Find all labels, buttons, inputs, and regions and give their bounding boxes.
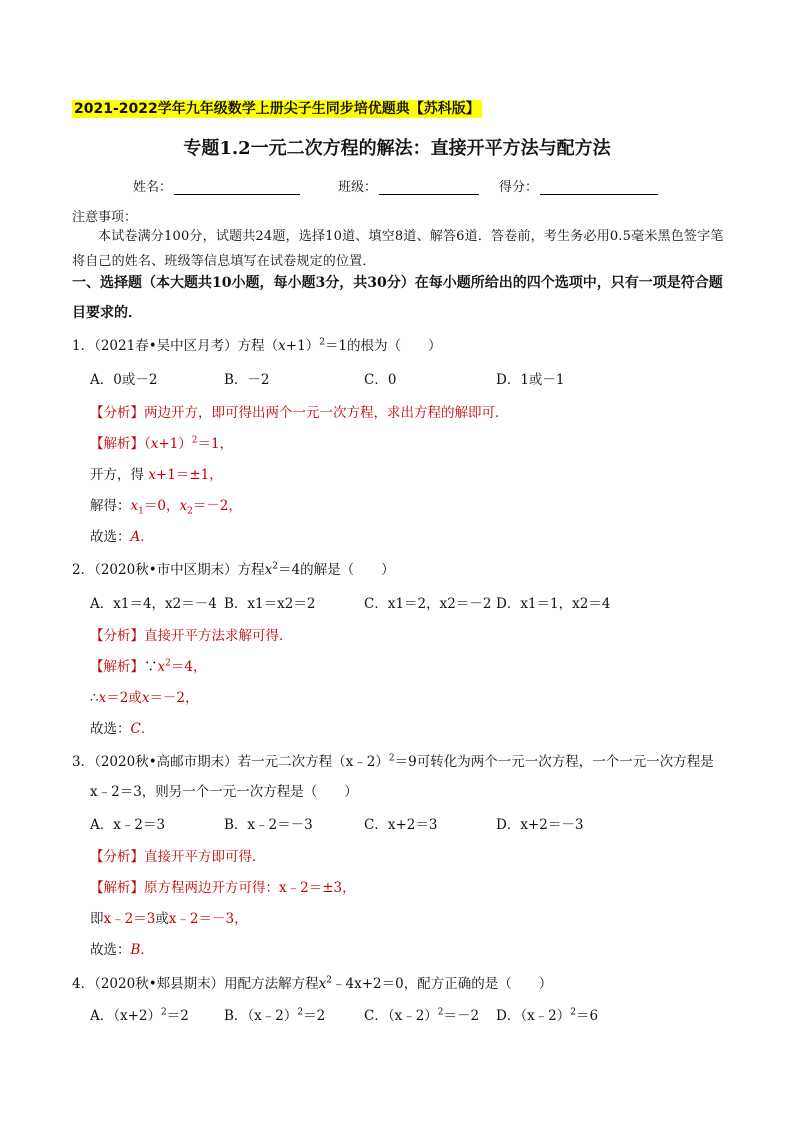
question-4-option-c[interactable]: C．（x﹣2）$^2$＝－2 [364,1007,480,1024]
question-2-step-2: ∴x＝2或x＝－2， [90,690,199,706]
question-1-step-2: 开方，得 x+1＝±1， [90,467,223,483]
class-field[interactable]: 班级： [338,176,479,195]
class-blank[interactable] [379,180,479,195]
question-3-option-c[interactable]: C．x+2＝3 [364,817,438,833]
question-1-solution: 【解析】$(x+1)^2=1$， [90,435,234,452]
question-3-option-d[interactable]: D．x+2＝－3 [496,817,584,833]
question-2-stem: 2．（2020秋•市中区期末）方程$x^2=4$的解是（ ） [72,561,395,578]
score-field[interactable]: 得分： [499,176,658,195]
question-2-answer: 故选：C． [90,721,155,737]
question-3-step-2: 即x﹣2＝3或x﹣2＝－3， [90,911,248,927]
question-3-stem: 3．（2020秋•高邮市期末）若一元二次方程（x﹣2）$^2$＝9可转化为两个一元一次方程，一个一元一次方程是 [72,753,714,770]
question-1-answer: 故选：A． [90,529,154,545]
page-title: 专题1.2一元二次方程的解法：直接开平方法与配方法 [183,138,611,159]
question-4-option-a[interactable]: A．$(x+2)^2=2$ [90,1007,189,1024]
section-title: 一、选择题（本大题共10小题，每小题3分，共30分）在每小题所给出的四个选项中，只有一项是符合题目要求的． [72,275,723,321]
question-3-option-a[interactable]: A．x﹣2＝3 [90,817,166,833]
question-2-option-a[interactable]: A．x1＝4，x2＝－4 [90,596,217,612]
score-blank[interactable] [540,180,658,195]
question-3-option-b[interactable]: B．x﹣2＝－3 [224,817,313,833]
name-blank[interactable] [174,180,300,195]
question-3-analysis: 【分析】直接开平方即可得． [90,849,266,865]
student-info-row [133,176,693,196]
name-field[interactable]: 姓名： [133,176,300,195]
notice-heading: 注意事项： [72,210,138,225]
question-4-option-b[interactable]: B．（x﹣2）$^2$＝2 [224,1007,326,1024]
question-4-option-d[interactable]: D．（x﹣2）$^2$＝6 [496,1007,599,1024]
question-3-answer: 故选：B． [90,942,154,958]
question-3-stem-line-2: x﹣2＝3，则另一个一元一次方程是（ ） [90,784,358,800]
question-1-option-a[interactable]: A．0或－2 [90,372,158,388]
series-banner: 2021-2022学年九年级数学上册尖子生同步培优题典【苏科版】 [74,101,480,117]
question-2-option-b[interactable]: B．x1＝x2＝2 [224,596,316,612]
question-2-option-d[interactable]: D．x1＝1，x2＝4 [496,596,611,612]
question-3-solution: 【解析】原方程两边开方可得：x﹣2＝±3， [90,880,356,896]
question-2-solution: 【解析】$\because x^2=4$， [90,658,207,675]
question-1-analysis: 【分析】两边开方，即可得出两个一元一次方程，求出方程的解即可． [90,405,509,421]
question-1-option-d[interactable]: D．1或－1 [496,372,565,388]
question-2-option-c[interactable]: C．x1＝2，x2＝－2 [364,596,492,612]
question-1-stem: 1．（2021春•吴中区月考）方程$(x+1)^2=1$的根为（ ） [72,337,442,354]
question-1-step-3: 解得：$x_1=0$，$x_2=-2$， [90,498,242,517]
notice-body: 本试卷满分100分，试题共24题，选择10道、填空8道、解答6道．答卷前，考生务必用0.5毫米黑色签字笔将自己的姓名、班级等信息填写在试卷规定的位置． [72,229,724,269]
question-1-option-c[interactable]: C．0 [364,372,397,388]
question-4-stem: 4．（2020秋•郏县期末）用配方法解方程$x^2﹣4x+2=0$，配方正确的是（ ） [72,975,553,992]
question-1-option-b[interactable]: B．－2 [224,372,270,388]
question-2-analysis: 【分析】直接开平方法求解可得． [90,628,293,644]
